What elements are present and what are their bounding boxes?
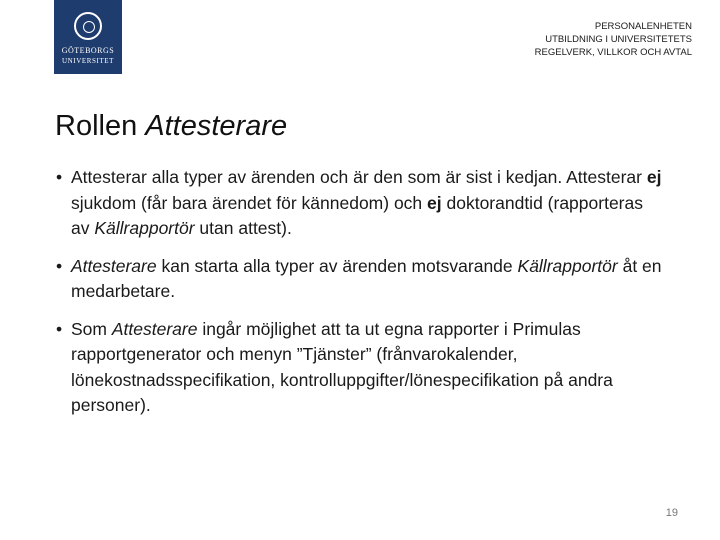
bullet-italic-text: Källrapportör xyxy=(94,218,195,238)
page-number: 19 xyxy=(665,507,678,519)
bullet-item xyxy=(56,317,666,419)
bullet-text: Attesterar alla typer av ärenden och är den som är sist i kedjan. Attesterar xyxy=(71,167,647,187)
slide-title-plain: Rollen xyxy=(55,110,146,142)
bullet-text: åt en medarbetare. xyxy=(71,255,662,301)
bullet-text: Som xyxy=(71,318,112,339)
bullet-item xyxy=(56,254,666,305)
slide-title-italic: Attesterare xyxy=(145,110,288,142)
bullet-bold-text: ej xyxy=(646,167,662,187)
university-seal-icon xyxy=(74,12,102,40)
bullet-italic-text: Attesterare xyxy=(71,255,157,276)
bullet-text: ingår möjlighet att ta ut egna rapporter i Primulas rapportgenerator och menyn ”Tjänster” (frånvarokalender, lönekostnadsspecifikation, kontrolluppgifter/lönespecifikation på andra personer). xyxy=(71,318,613,415)
header-department xyxy=(535,20,692,59)
university-logo xyxy=(54,0,122,74)
header-line2: UTBILDNING I UNIVERSITETETS xyxy=(545,34,692,45)
bullet-italic-text: Attesterare xyxy=(111,318,198,339)
logo-text-line2: UNIVERSITET xyxy=(61,57,115,65)
bullet-marker: • xyxy=(56,255,63,276)
logo-text-line1: GÖTEBORGS xyxy=(61,46,115,55)
bullet-marker: • xyxy=(56,318,63,339)
bullet-item xyxy=(56,165,666,242)
slide-title xyxy=(55,110,287,143)
bullet-text: doktorandtid (rapporteras av xyxy=(71,192,643,238)
bullet-text: kan starta alla typer av ärenden motsvarande xyxy=(156,255,518,276)
bullet-bold-text: ej xyxy=(427,192,442,213)
bullet-italic-text: Källrapportör xyxy=(517,255,618,276)
bullet-text: sjukdom (får bara ärendet för kännedom) och xyxy=(71,192,428,213)
header-line3: REGELVERK, VILLKOR OCH AVTAL xyxy=(534,47,692,58)
bullet-text: utan attest). xyxy=(194,218,292,238)
bullet-list xyxy=(56,165,666,431)
header-line1: PERSONALENHETEN xyxy=(594,21,692,32)
bullet-marker: • xyxy=(56,167,63,187)
